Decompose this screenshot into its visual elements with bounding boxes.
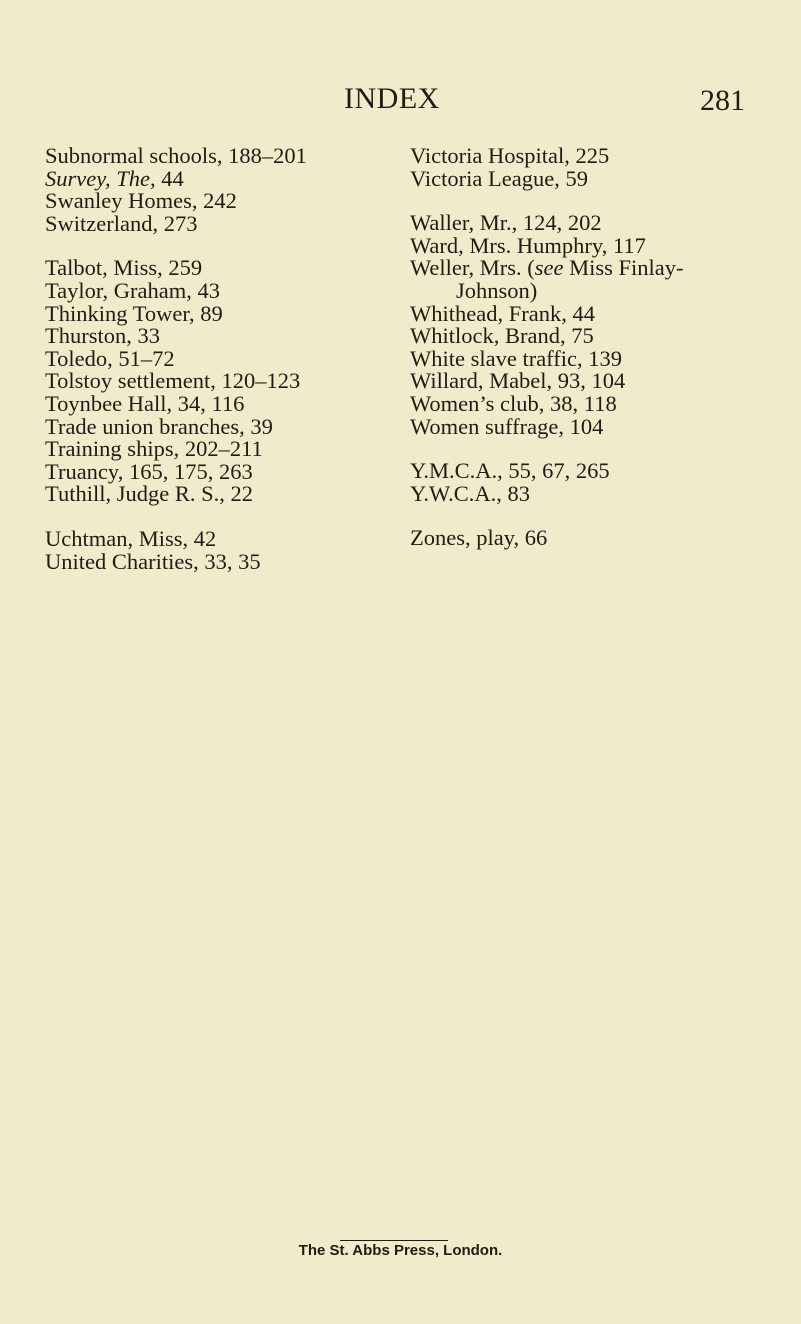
printer-imprint: The St. Abbs Press, London. [298, 1242, 503, 1259]
index-entry: Thinking Tower, 89 [45, 300, 223, 326]
index-entry: Survey, The, 44 [45, 165, 184, 191]
index-entry: Trade union branches, 39 [45, 413, 273, 439]
page-number: 281 [700, 84, 745, 117]
index-entry: Switzerland, 273 [45, 210, 198, 236]
index-entry-continuation: Johnson) [456, 277, 538, 303]
index-group [410, 460, 795, 505]
index-entry: Toledo, 51–72 [45, 345, 175, 371]
index-entry: United Charities, 33, 35 [45, 548, 261, 574]
index-column-right [410, 145, 795, 572]
index-entry: Y.M.C.A., 55, 67, 265 [410, 458, 610, 484]
index-entry: Swanley Homes, 242 [45, 188, 237, 214]
index-entry: Thurston, 33 [45, 323, 160, 349]
index-entry: Victoria Hospital, 225 [410, 143, 610, 168]
running-head [0, 82, 801, 122]
index-entry: Waller, Mr., 124, 202 [410, 210, 602, 236]
index-entry: Willard, Mabel, 93, 104 [410, 368, 626, 394]
index-entry: Tuthill, Judge R. S., 22 [45, 481, 253, 507]
index-group [410, 527, 795, 550]
index-entry: Weller, Mrs. (see Miss Finlay- [410, 255, 684, 281]
italic-cross-reference: see [534, 255, 564, 281]
index-entry: Ward, Mrs. Humphry, 117 [410, 232, 646, 258]
index-group [410, 212, 795, 438]
italic-title: Survey, The, [45, 165, 156, 191]
index-entry: Uchtman, Miss, 42 [45, 525, 217, 551]
page-title: INDEX [344, 82, 440, 115]
index-group [45, 525, 375, 574]
imprint-rule [340, 1240, 448, 1241]
index-entry: Whitlock, Brand, 75 [410, 323, 594, 349]
index-entry: Zones, play, 66 [410, 525, 548, 551]
index-entry: Victoria League, 59 [410, 165, 588, 191]
index-column-left [45, 145, 375, 595]
index-entry: Toynbee Hall, 34, 116 [45, 390, 245, 416]
index-entry: Training ships, 202–211 [45, 436, 263, 462]
index-entry: Women suffrage, 104 [410, 413, 604, 439]
index-entry: White slave traffic, 139 [410, 345, 623, 371]
index-entry: Tolstoy settlement, 120–123 [45, 368, 301, 394]
index-entry: Whithead, Frank, 44 [410, 300, 595, 326]
index-entry: Y.W.C.A., 83 [410, 480, 531, 506]
index-group [45, 257, 375, 506]
index-entry: Subnormal schools, 188–201 [45, 143, 307, 168]
index-entry: Women’s club, 38, 118 [410, 390, 617, 416]
index-entry: Talbot, Miss, 259 [45, 255, 203, 281]
index-entry: Taylor, Graham, 43 [45, 277, 220, 303]
index-group [410, 145, 795, 190]
index-group [45, 145, 375, 235]
index-entry: Truancy, 165, 175, 263 [45, 458, 253, 484]
